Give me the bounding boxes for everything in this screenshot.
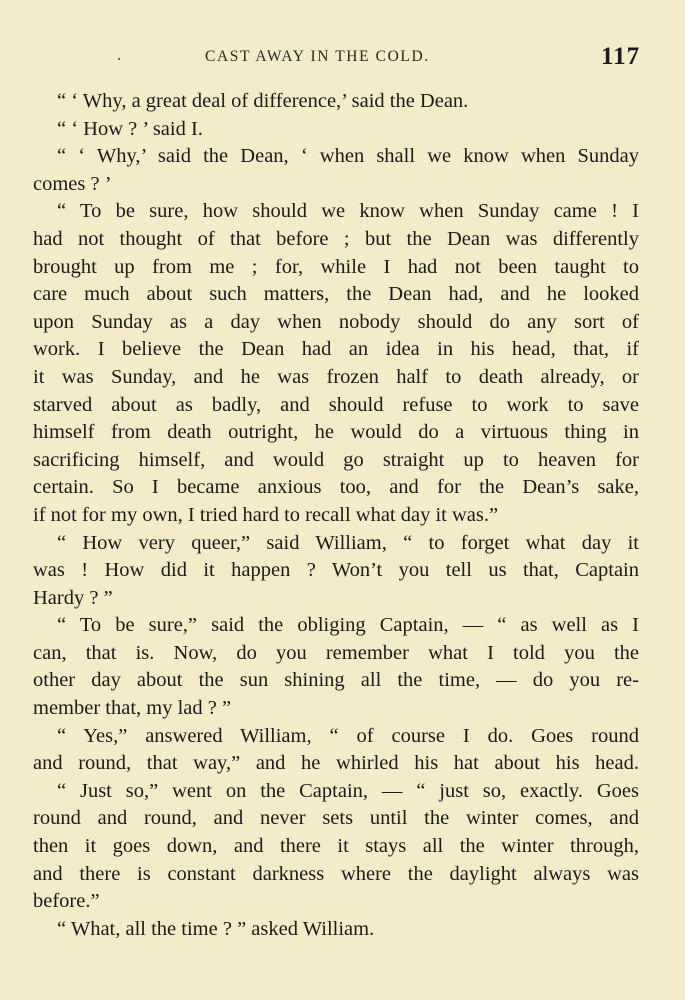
text-line: “ ‘ How ? ’ said I. <box>57 117 203 140</box>
text-line: upon Sunday as a day when nobody should do any sort of <box>33 310 639 333</box>
text-line: “ To be sure,” said the obliging Captain, — “ as well as I <box>57 614 639 637</box>
text-line: “ ‘ Why, a great deal of difference,’ said the Dean. <box>57 90 469 112</box>
text-line: comes ? ’ <box>33 172 112 195</box>
text-line: had not thought of that before ; but the Dean was differently <box>33 227 639 250</box>
text-line: and round, that way,” and he whirled his hat about his head. <box>33 752 639 775</box>
text-line: “ Yes,” answered William, “ of course I do. Goes round <box>57 724 639 747</box>
text-line: “ How very queer,” said William, “ to forget what day it <box>57 531 639 554</box>
text-line: work. I believe the Dean had an idea in his head, that, if <box>33 338 639 361</box>
text-line: “ What, all the time ? ” asked William. <box>57 917 375 940</box>
text-line: before.” <box>33 890 100 913</box>
text-line: if not for my own, I tried hard to recall what day it was.” <box>33 503 499 526</box>
text-line: “ ‘ Why,’ said the Dean, ‘ when shall we know when Sunday <box>57 145 639 168</box>
text-line: was ! How did it happen ? Won’t you tell us that, Captain <box>33 559 639 582</box>
body-text <box>33 88 639 943</box>
running-head <box>0 44 685 72</box>
text-line: “ To be sure, how should we know when Sunday came ! I <box>57 200 639 223</box>
text-line: other day about the sun shining all the time, — do you re- <box>33 669 639 692</box>
print-speck <box>118 58 120 60</box>
text-line: starved about as badly, and should refuse to work to save <box>33 393 639 416</box>
text-line: and there is constant darkness where the daylight always was <box>33 862 639 885</box>
text-line: Hardy ? ” <box>33 586 113 609</box>
text-line: himself from death outright, he would do a virtuous thing in <box>33 421 639 444</box>
text-line: certain. So I became anxious too, and for the Dean’s sake, <box>33 476 639 499</box>
text-line: care much about such matters, the Dean had, and he looked <box>33 283 639 306</box>
text-line: sacrificing himself, and would go straight up to heaven for <box>33 448 639 471</box>
text-line: round and round, and never sets until the winter comes, and <box>33 807 639 830</box>
text-line: can, that is. Now, do you remember what I told you the <box>33 641 639 664</box>
text-line: then it goes down, and there it stays all the winter through, <box>33 835 639 858</box>
running-title: CAST AWAY IN THE COLD. <box>205 48 430 65</box>
page-number: 117 <box>601 43 641 70</box>
text-line: member that, my lad ? ” <box>33 697 232 720</box>
text-line: brought up from me ; for, while I had not been taught to <box>33 255 639 278</box>
text-line: it was Sunday, and he was frozen half to death already, or <box>33 365 639 388</box>
text-line: “ Just so,” went on the Captain, — “ just so, exactly. Goes <box>57 779 639 802</box>
